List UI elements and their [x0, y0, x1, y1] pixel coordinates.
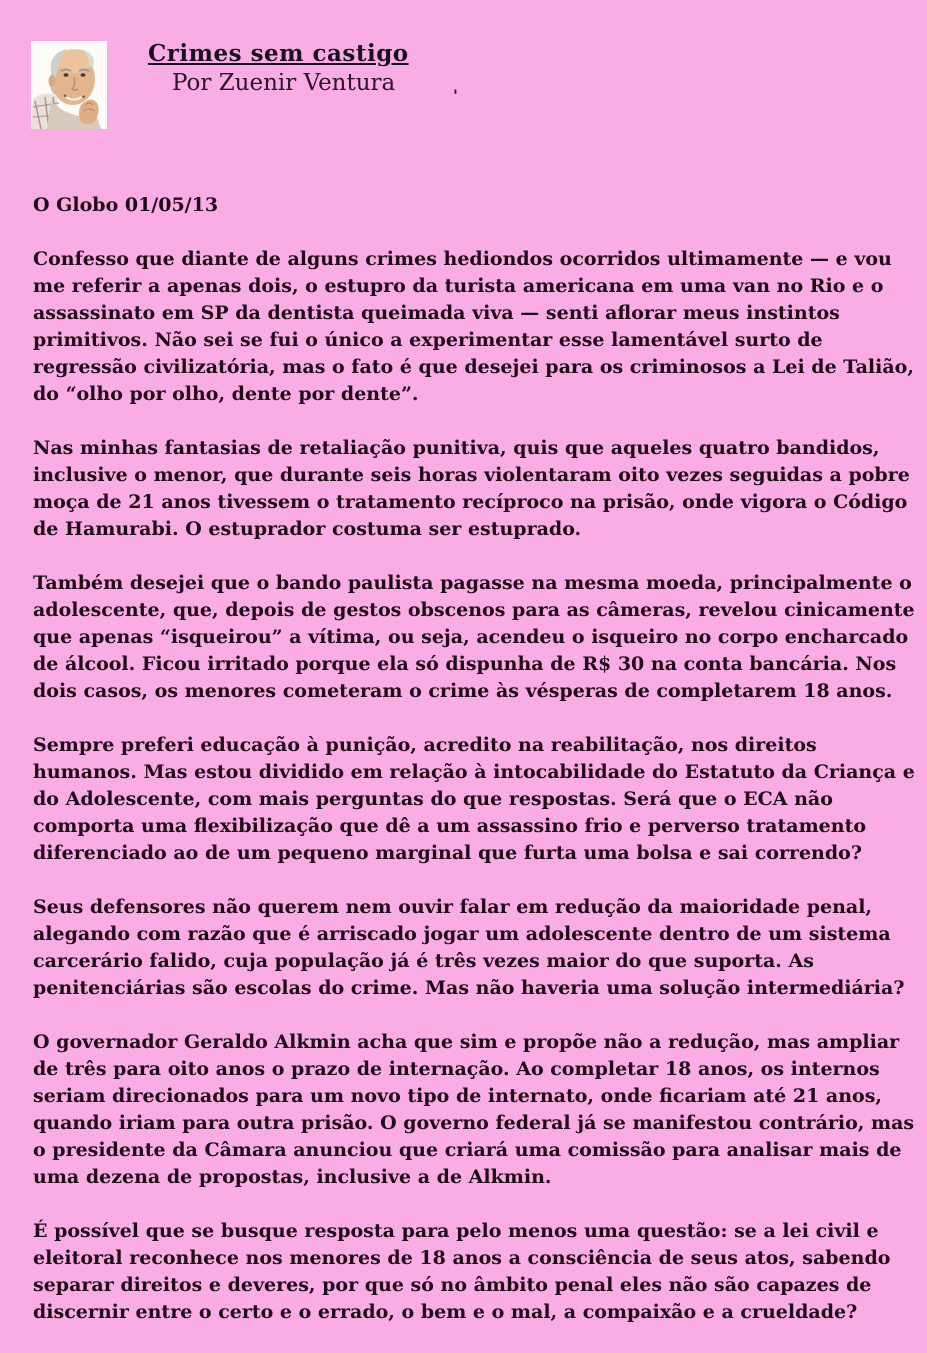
author-portrait-illustration: [31, 41, 107, 129]
paragraph-4: Sempre preferi educação à punição, acredito na reabilitação, nos direitos humanos. Mas estou dividido em relação à intocabilidade do Estatuto da Criança e do Adolescente, com mais perguntas do que respostas. Será que o ECA não comporta uma flexibilização que dê a um assassino frio e perverso tratamento diferenciado ao de um pequeno marginal que furta uma bolsa e sai correndo?: [33, 734, 915, 864]
paragraph-2: Nas minhas fantasias de retaliação punitiva, quis que aqueles quatro bandidos, inclusive o menor, que durante seis horas violentaram oito vezes seguidas a pobre moça de 21 anos tivessem o tratamento recíproco na prisão, onde vigora o Código de Hamurabi. O estuprador costuma ser estuprado.: [33, 437, 910, 540]
paragraph-5: Seus defensores não querem nem ouvir falar em redução da maioridade penal, alegando com razão que é arriscado jogar um adolescente dentro de um sistema carcerário falido, cuja população já é três vezes maior do que suporta. As penitenciárias são escolas do crime. Mas não haveria uma solução intermediária?: [33, 896, 905, 999]
date-line: O Globo 01/05/13: [33, 194, 219, 216]
paragraph-7: É possível que se busque resposta para pelo menos uma questão: se a lei civil e eleitoral reconhece nos menores de 18 anos a consciência de seus atos, sabendo separar direitos e deveres, por que só no âmbito penal eles não são capazes de discernir entre o certo e o errado, o bem e o mal, a compaixão e a crueldade?: [33, 1220, 891, 1323]
author-photo: [31, 41, 107, 129]
paragraph-1: Confesso que diante de alguns crimes hediondos ocorridos ultimamente — e vou me referir a apenas dois, o estupro da turista americana em uma van no Rio e o assassinato em SP da dentista queimada viva — senti aflorar meus instintos primitivos. Não sei se fui o único a experimentar esse lamentável surto de regressão civilizatória, mas o fato é que desejei para os criminosos a Lei de Talião, do “olho por olho, dente por dente”.: [33, 248, 914, 405]
stray-apostrophe-mark: ': [453, 86, 458, 105]
paragraph-6: O governador Geraldo Alkmin acha que sim e propõe não a redução, mas ampliar de três para oito anos o prazo de internação. Ao completar 18 anos, os internos seriam direcionados para um novo tipo de internato, onde ficariam até 21 anos, quando iriam para outra prisão. O governo federal já se manifestou contrário, mas o presidente da Câmara anunciou que criará uma comissão para analisar mais de uma dezena de propostas, inclusive a de Alkmin.: [33, 1031, 915, 1188]
paragraph-3: Também desejei que o bando paulista pagasse na mesma moeda, principalmente o adolescente, que, depois de gestos obscenos para as câmeras, revelou cinicamente que apenas “isqueirou” a vítima, ou seja, acendeu o isqueiro no corpo encharcado de álcool. Ficou irritado porque ela só dispunha de R$ 30 na conta bancária. Nos dois casos, os menores cometeram o crime às vésperas de completarem 18 anos.: [33, 572, 915, 702]
page-title: Crimes sem castigo: [148, 40, 409, 67]
article-body: [33, 192, 927, 1353]
byline: Por Zuenir Ventura: [172, 70, 396, 96]
